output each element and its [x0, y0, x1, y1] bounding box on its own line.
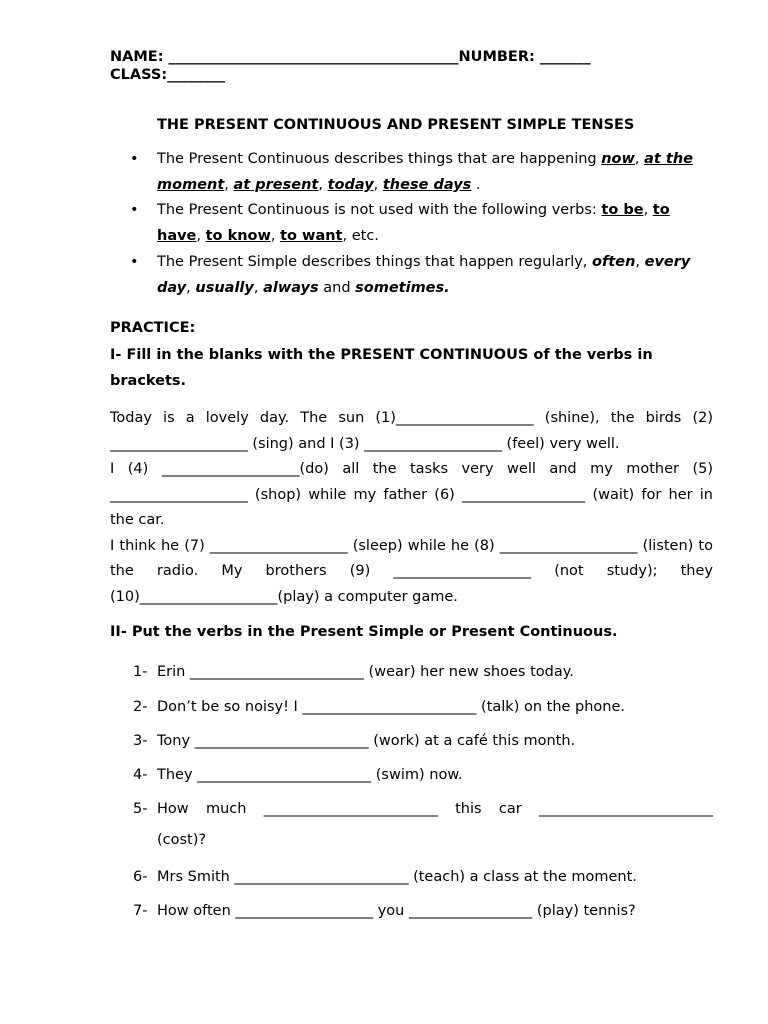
rule-item	[110, 198, 713, 249]
keyword-often: often	[592, 253, 636, 270]
keyword-to-want: to want	[280, 228, 343, 245]
separator: ,	[186, 279, 196, 296]
keyword-usually: usually	[195, 279, 254, 296]
rules-list	[110, 147, 713, 301]
item-number: 4-	[133, 767, 148, 783]
rule-item	[110, 250, 713, 301]
exercise-item	[110, 699, 713, 715]
item-text: How much ________________________ this car ________________________	[157, 801, 713, 817]
keyword-to-be: to be	[601, 202, 644, 219]
rule-text: The Present Continuous is not used with the following verbs:	[157, 202, 602, 219]
exercise-item	[110, 869, 713, 885]
separator: ,	[196, 228, 206, 245]
keyword-to-have: to have	[157, 202, 670, 245]
item-number: 1-	[133, 664, 148, 680]
passage-paragraph: Today is a lovely day. The sun (1)___________________ (shine), the birds (2) ___________________ (sing) and I (3) ___________________ (feel) very well.	[110, 410, 713, 452]
exercise-item	[110, 733, 713, 749]
keyword-at-present: at present	[233, 176, 319, 193]
separator: ,	[373, 176, 383, 193]
separator: ,	[643, 202, 653, 219]
item-number: 5-	[133, 801, 148, 817]
practice-heading: PRACTICE:	[110, 320, 196, 336]
item-number: 3-	[133, 733, 148, 749]
item-text: They ________________________ (swim) now.	[157, 767, 463, 783]
item-text-continued: (cost)?	[157, 832, 207, 848]
page-title: THE PRESENT CONTINUOUS AND PRESENT SIMPLE TENSES	[157, 117, 635, 133]
passage-paragraph: I (4) ___________________(do) all the tasks very well and my mother (5) ___________________ (shop) while my father (6) _________________ (wait) for her in the car.	[110, 461, 713, 528]
item-text: Don’t be so noisy! I ________________________ (talk) on the phone.	[157, 699, 626, 715]
item-number: 2-	[133, 699, 148, 715]
item-text: Tony ________________________ (work) at a café this month.	[157, 733, 576, 749]
exercise-item	[110, 767, 713, 783]
section1-passage	[110, 406, 713, 610]
keyword-every-day: every day	[157, 253, 691, 296]
rule-text: The Present Simple describes things that happen regularly,	[157, 253, 593, 270]
exercise-item	[110, 664, 713, 680]
separator: ,	[634, 151, 645, 167]
bullet-icon: •	[130, 202, 139, 219]
item-text: How often ___________________ you _________________ (play) tennis?	[157, 903, 636, 919]
item-text: Mrs Smith ________________________ (teach) a class at the moment.	[157, 869, 637, 885]
separator: and	[318, 279, 356, 296]
section1-heading: I- Fill in the blanks with the PRESENT CONTINUOUS of the verbs in brackets.	[110, 347, 653, 389]
keyword-today: today	[327, 176, 374, 193]
item-number: 6-	[133, 869, 148, 885]
name-number-line: NAME: ________________________________________NUMBER: _______	[110, 49, 591, 65]
item-number: 7-	[133, 903, 148, 919]
exercise-item	[110, 903, 713, 919]
keyword-to-know: to know	[205, 228, 271, 245]
keyword-sometimes: sometimes.	[355, 279, 450, 296]
bullet-icon: •	[130, 151, 139, 167]
separator: ,	[253, 279, 264, 296]
keyword-these-days: these days	[382, 176, 472, 193]
exercise-item	[110, 801, 713, 848]
separator: ,	[635, 253, 645, 270]
separator: ,	[318, 176, 328, 193]
bullet-icon: •	[130, 253, 139, 270]
class-line: CLASS:________	[110, 67, 226, 83]
rule-text: The Present Continuous describes things that are happening	[157, 151, 602, 167]
rule-end: .	[471, 176, 481, 193]
keyword-at-the-moment: at the moment	[157, 151, 693, 193]
separator: ,	[224, 176, 234, 193]
item-text: Erin ________________________ (wear) her new shoes today.	[157, 664, 574, 680]
rule-item	[110, 147, 713, 198]
keyword-always: always	[263, 279, 319, 296]
section2-heading: II- Put the verbs in the Present Simple or Present Continuous.	[110, 624, 618, 640]
rule-end: , etc.	[342, 228, 379, 245]
separator: ,	[270, 228, 281, 245]
passage-paragraph: I think he (7) ___________________ (sleep) while he (8) ___________________ (listen) to the radio. My brothers (9) ___________________ (not study); they (10)___________________(play) a computer game.	[110, 537, 713, 605]
keyword-now: now	[601, 151, 635, 167]
